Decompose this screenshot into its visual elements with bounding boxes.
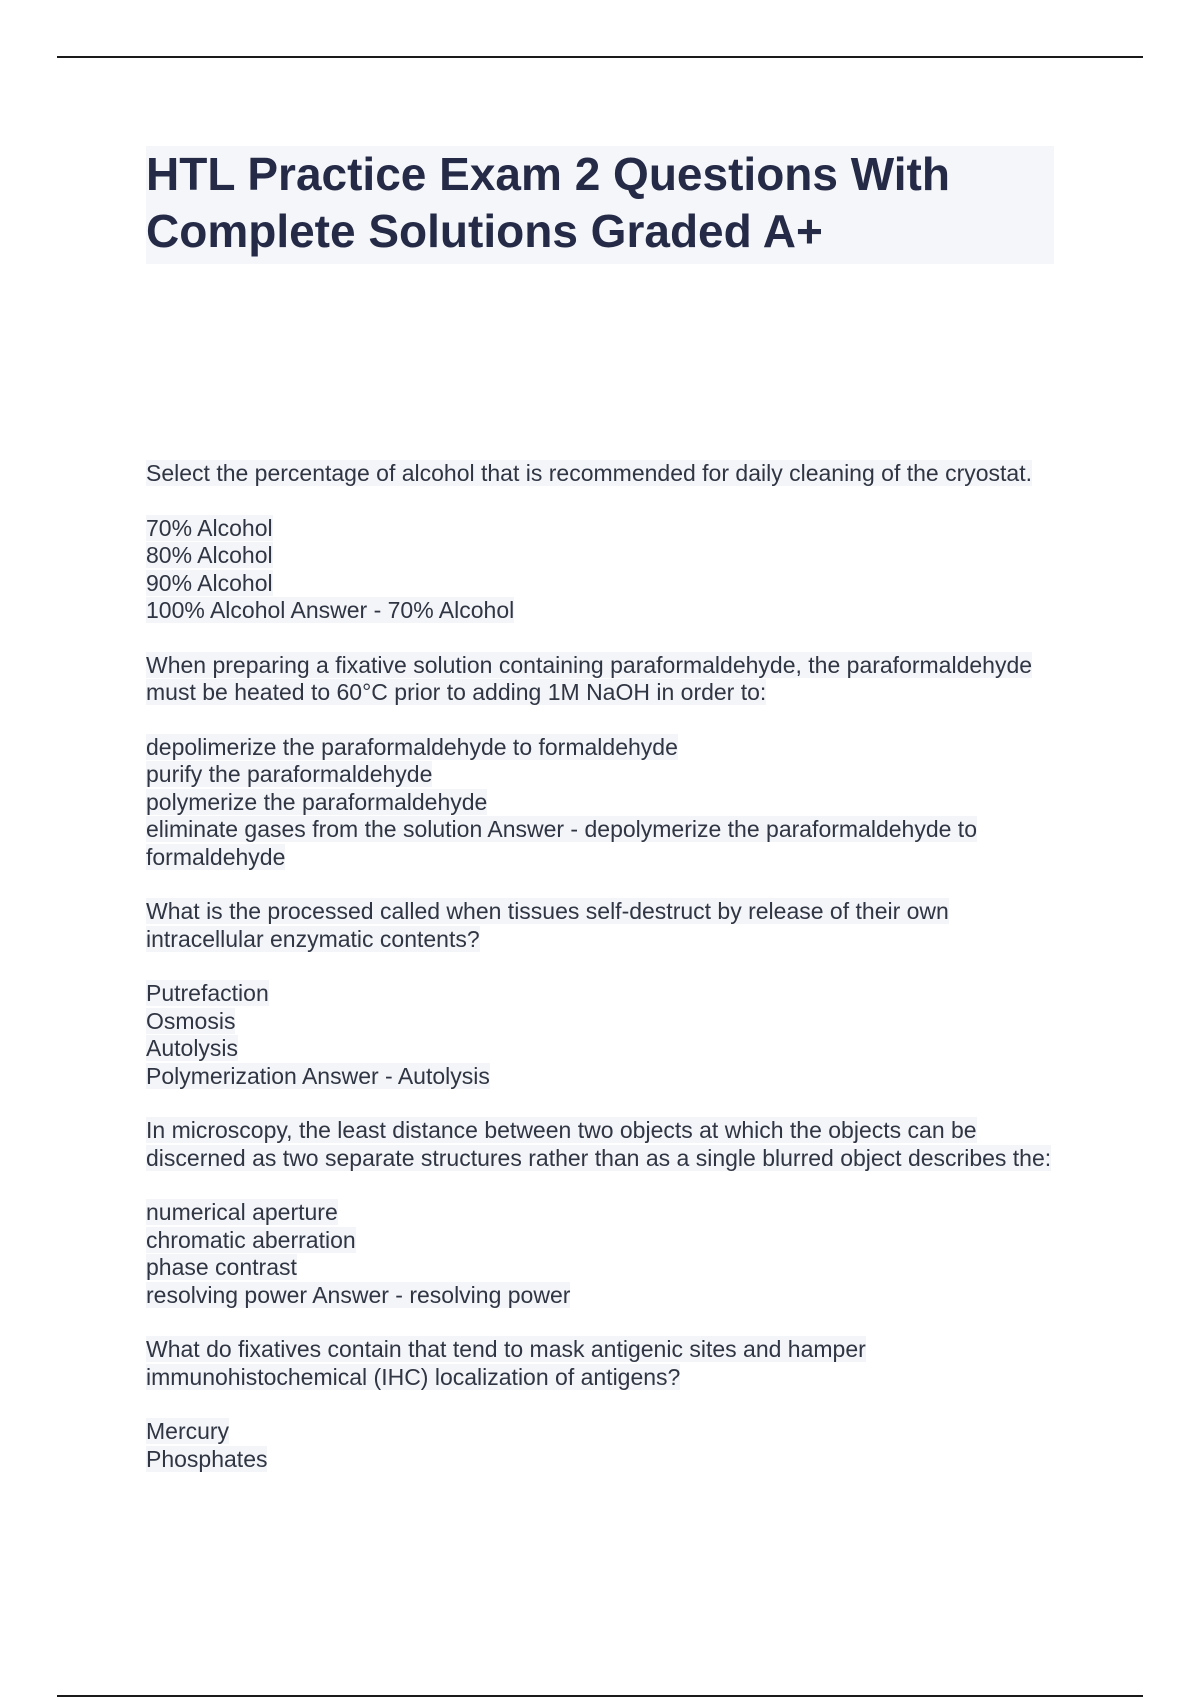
option-text: 90% Alcohol — [146, 569, 273, 596]
option-text: numerical aperture — [146, 1199, 338, 1225]
option-text: 70% Alcohol — [146, 514, 273, 541]
question-text — [146, 898, 1054, 953]
question-item — [146, 898, 1054, 1090]
option — [146, 1008, 1054, 1036]
option-text: phase contrast — [146, 1254, 297, 1280]
option-text: eliminate gases from the solution Answer - depolymerize the paraformaldehyde to formaldehyde — [146, 816, 977, 870]
option-text: polymerize the paraformaldehyde — [146, 788, 488, 815]
option-text: resolving power Answer - resolving power — [146, 1281, 571, 1308]
question-item — [146, 652, 1054, 872]
option-with-answer — [146, 1282, 1054, 1310]
option — [146, 1446, 1054, 1474]
option-text: Osmosis — [146, 1007, 236, 1034]
option-text: chromatic aberration — [146, 1226, 356, 1253]
option-text: Polymerization Answer - Autolysis — [146, 1062, 490, 1089]
option-text: 80% Alcohol — [146, 542, 273, 568]
top-divider — [57, 56, 1143, 58]
question-text-content: What is the processed called when tissues self-destruct by release of their own intracellular enzymatic contents? — [146, 898, 949, 952]
option-text: purify the paraformaldehyde — [146, 761, 433, 787]
document-title: HTL Practice Exam 2 Questions With Complete Solutions Graded A+ — [146, 148, 950, 257]
option — [146, 1199, 1054, 1227]
option — [146, 570, 1054, 598]
option — [146, 734, 1054, 762]
option — [146, 1035, 1054, 1063]
question-item — [146, 1117, 1054, 1309]
question-text-content: What do fixatives contain that tend to mask antigenic sites and hamper immunohistochemical (IHC) localization of antigens? — [146, 1336, 866, 1390]
option-with-answer — [146, 816, 1054, 871]
option-text: Putrefaction — [146, 980, 269, 1006]
option-text: Mercury — [146, 1418, 230, 1444]
question-item — [146, 460, 1054, 625]
option-text: depolimerize the paraformaldehyde to formaldehyde — [146, 733, 678, 760]
option — [146, 761, 1054, 789]
document-body — [146, 146, 1054, 1500]
question-text-content: Select the percentage of alcohol that is recommended for daily cleaning of the cryostat. — [146, 460, 1033, 486]
question-text — [146, 1336, 1054, 1391]
option — [146, 789, 1054, 817]
option — [146, 1418, 1054, 1446]
question-text — [146, 460, 1054, 488]
option-with-answer — [146, 1063, 1054, 1091]
question-item — [146, 1336, 1054, 1473]
title-block — [146, 146, 1054, 264]
option-text: 100% Alcohol Answer - 70% Alcohol — [146, 597, 515, 623]
option — [146, 515, 1054, 543]
option-text: Autolysis — [146, 1035, 239, 1061]
option — [146, 980, 1054, 1008]
question-text — [146, 652, 1054, 707]
question-text — [146, 1117, 1054, 1172]
option — [146, 1227, 1054, 1255]
option — [146, 542, 1054, 570]
question-text-content: When preparing a fixative solution containing paraformaldehyde, the paraformaldehyde must be heated to 60°C prior to adding 1M NaOH in order to: — [146, 651, 1033, 705]
option-with-answer — [146, 597, 1054, 625]
question-text-content: In microscopy, the least distance between two objects at which the objects can be discerned as two separate structures rather than as a single blurred object describes the: — [146, 1117, 1052, 1171]
option — [146, 1254, 1054, 1282]
bottom-divider — [57, 1695, 1143, 1697]
option-text: Phosphates — [146, 1445, 268, 1472]
question-list — [146, 460, 1054, 1473]
